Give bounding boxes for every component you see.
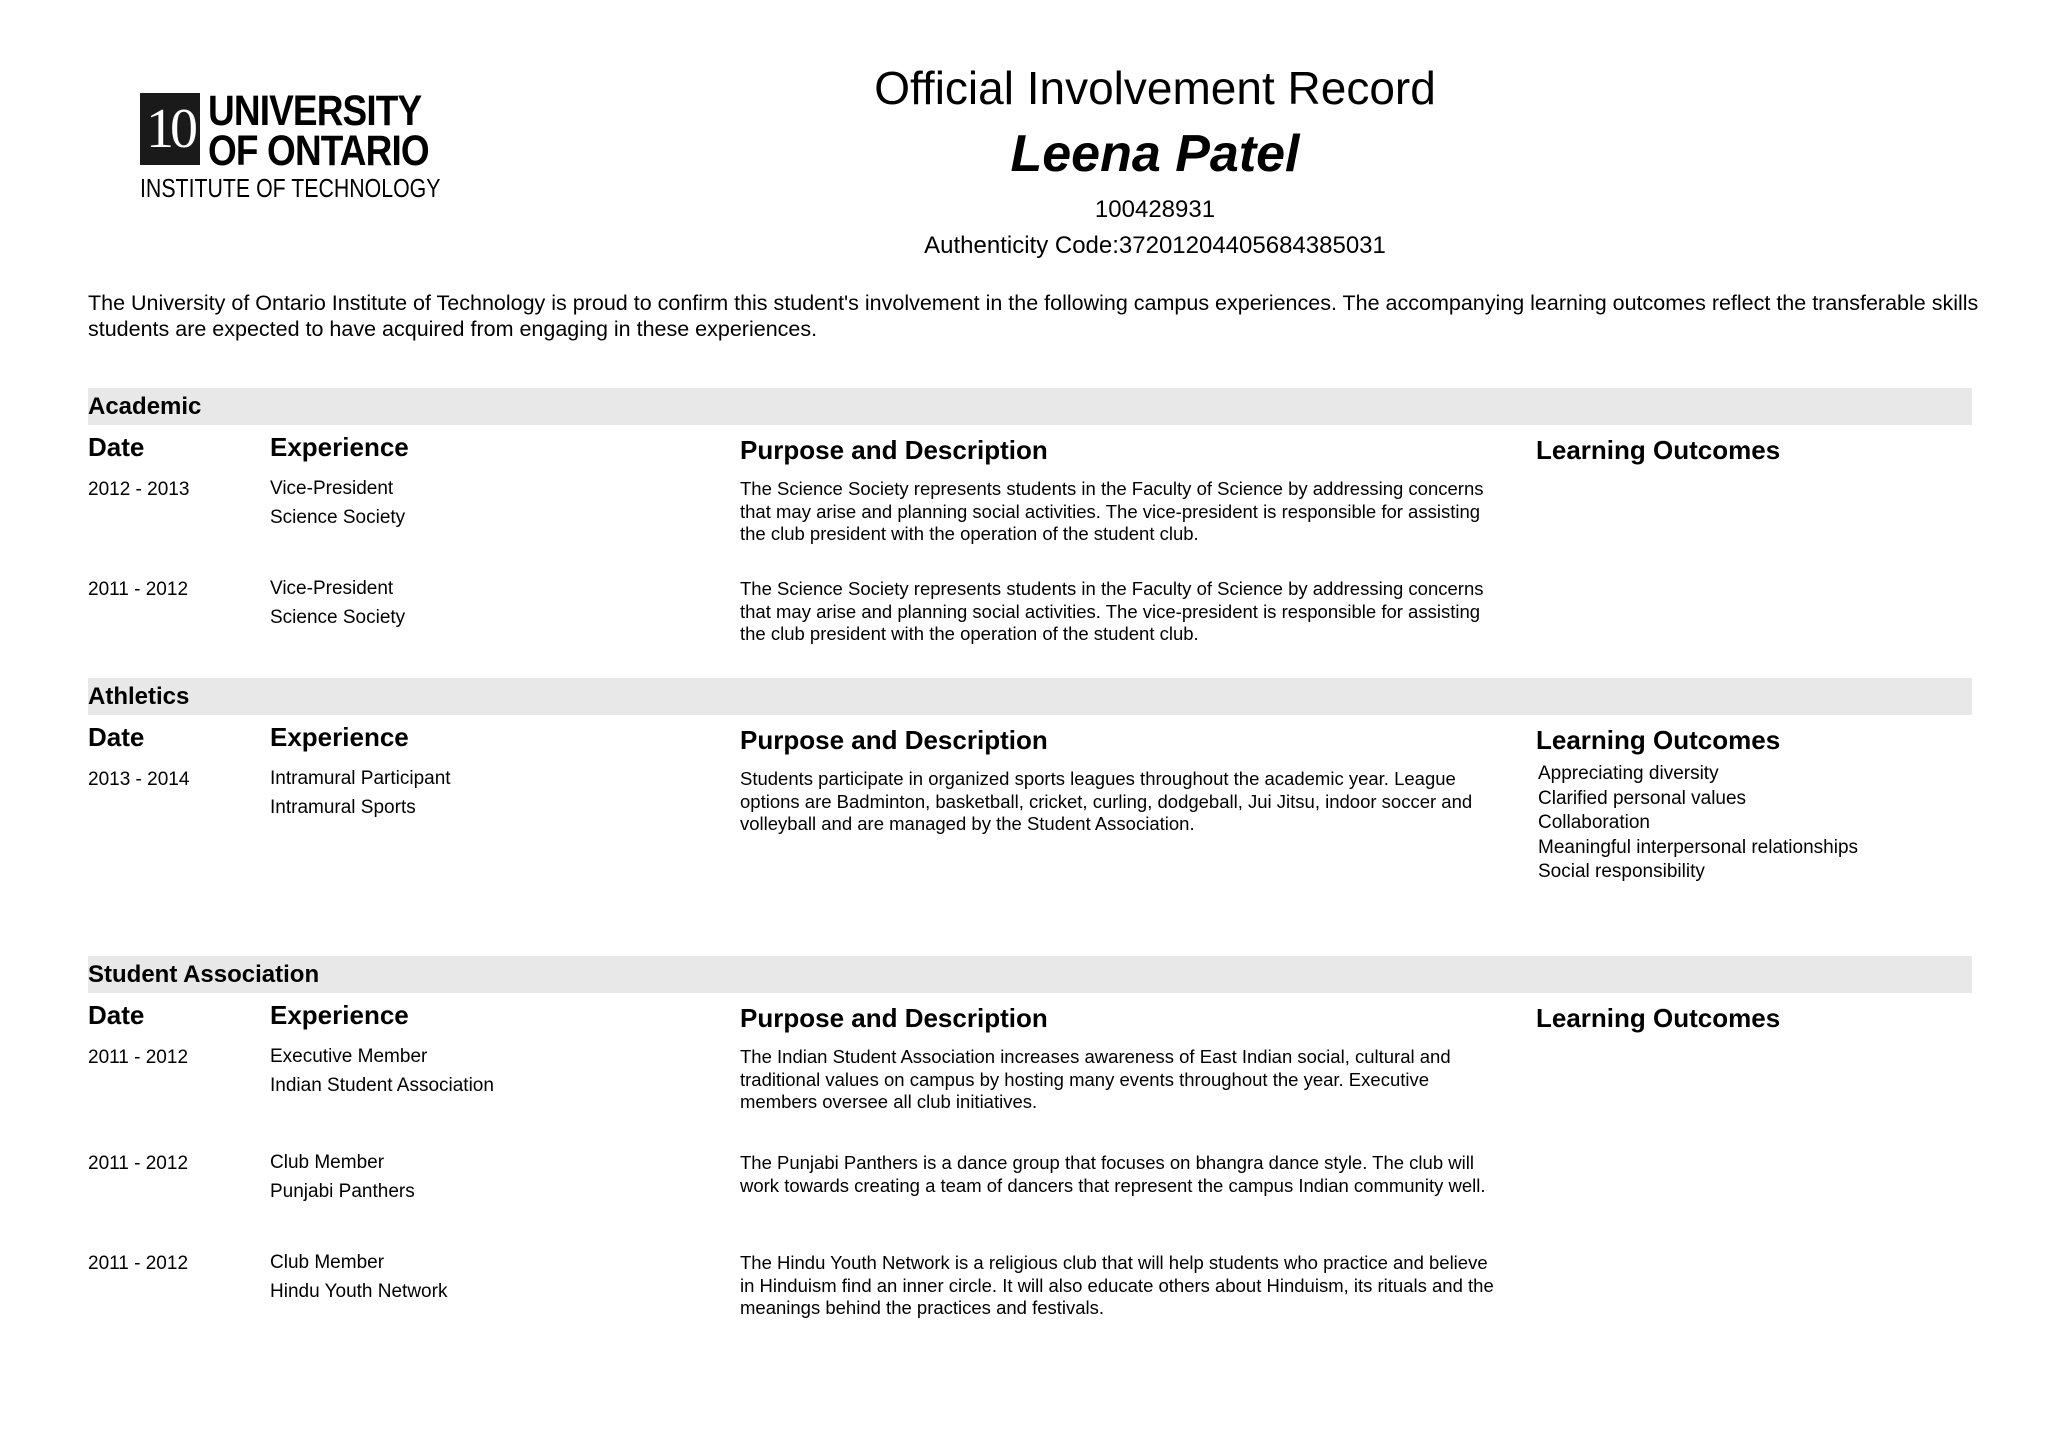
column-date: Date [88,432,145,462]
section-athletics [88,678,1972,882]
entry-description: The Punjabi Panthers is a dance group that focuses on bhangra dance style. The club will work towards creating a team of dancers that represent the campus Indian community well. [740,1152,1486,1196]
column-purpose: Purpose and Description [740,725,1048,755]
student-id: 100428931 [1094,196,1216,223]
learning-outcome-item: Clarified personal values [1538,787,1747,809]
university-logo [140,87,441,203]
entry-org: Punjabi Panthers [270,1181,415,1202]
entry-org: Intramural Sports [270,797,416,818]
entry-role: Executive Member [270,1046,428,1067]
logo-mark-icon: 10 [140,93,200,165]
document-title: Official Involvement Record [874,62,1436,114]
entry-date: 2011 - 2012 [88,579,189,600]
logo-line-1: UNIVERSITY [208,87,422,135]
entry-org: Science Society [270,507,406,528]
section-academic [88,388,1972,644]
entry-role: Club Member [270,1252,385,1273]
entry-experience [270,1248,447,1306]
entry-experience [270,474,405,532]
column-outcomes: Learning Outcomes [1536,725,1781,755]
entry-date: 2012 - 2013 [88,479,190,500]
entry-date: 2013 - 2014 [88,769,190,790]
entry-description: The Science Society represents students in the Faculty of Science by addressing concerns that may arise and planning social activities. The vice-president is responsible for assisting the club president with the operation of the student club. [740,578,1484,644]
entry-date: 2011 - 2012 [88,1153,189,1174]
entry-description: The Indian Student Association increases awareness of East Indian social, cultural and traditional values on campus by hosting many events throughout the year. Executive members oversee all club initiatives. [740,1046,1451,1112]
entry-experience [270,1148,415,1206]
column-date: Date [88,1000,145,1030]
entry-date: 2011 - 2012 [88,1253,189,1274]
column-purpose: Purpose and Description [740,435,1048,465]
entry-org: Hindu Youth Network [270,1281,448,1302]
entry-role: Vice-President [270,578,394,599]
entry-experience [270,764,451,822]
logo-line-2: OF ONTARIO [208,127,429,175]
column-experience: Experience [270,432,409,462]
column-outcomes: Learning Outcomes [1536,1003,1781,1033]
entry-description: The Hindu Youth Network is a religious club that will help students who practice and believe in Hinduism find an inner circle. It will also educate others about Hinduism, its rituals and the meanings behind the practices and festivals. [740,1252,1494,1318]
logo-line-3: INSTITUTE OF TECHNOLOGY [140,173,441,203]
entry-role: Vice-President [270,478,394,499]
column-date: Date [88,722,145,752]
entry-org: Indian Student Association [270,1075,494,1096]
student-name: Leena Patel [1010,125,1300,183]
entry-role: Intramural Participant [270,768,451,789]
learning-outcome-item: Social responsibility [1538,861,1705,882]
section-student-association [88,956,1972,1318]
column-outcomes: Learning Outcomes [1536,435,1781,465]
learning-outcome-item: Collaboration [1538,812,1650,833]
learning-outcomes-list [1538,762,1858,885]
entry-date: 2011 - 2012 [88,1047,189,1068]
entry-org: Science Society [270,607,406,628]
authenticity-code: Authenticity Code:37201204405684385031 [924,232,1386,259]
column-purpose: Purpose and Description [740,1003,1048,1033]
section-title: Student Association [88,956,1972,993]
section-title: Athletics [88,678,1972,715]
learning-outcome-item: Appreciating diversity [1538,763,1719,784]
column-experience: Experience [270,1000,409,1030]
learning-outcome-item: Meaningful interpersonal relationships [1538,836,1859,858]
section-title: Academic [88,388,1972,425]
entry-experience [270,1042,494,1100]
entry-description: The Science Society represents students in the Faculty of Science by addressing concerns that may arise and planning social activities. The vice-president is responsible for assisting the club president with the operation of the student club. [740,478,1484,544]
column-experience: Experience [270,722,409,752]
entry-role: Club Member [270,1152,385,1173]
intro-paragraph: The University of Ontario Institute of Technology is proud to confirm this student's involvement in the following campus experiences. The accompanying learning outcomes reflect the transferable skills students are expected to have acquired from engaging in these experiences. [88,291,1979,341]
entry-description: Students participate in organized sports leagues throughout the academic year. League options are Badminton, basketball, cricket, curling, dodgeball, Jui Jitsu, indoor soccer and volleyball and are managed by the Student Association. [740,768,1473,834]
entry-experience [270,574,405,632]
